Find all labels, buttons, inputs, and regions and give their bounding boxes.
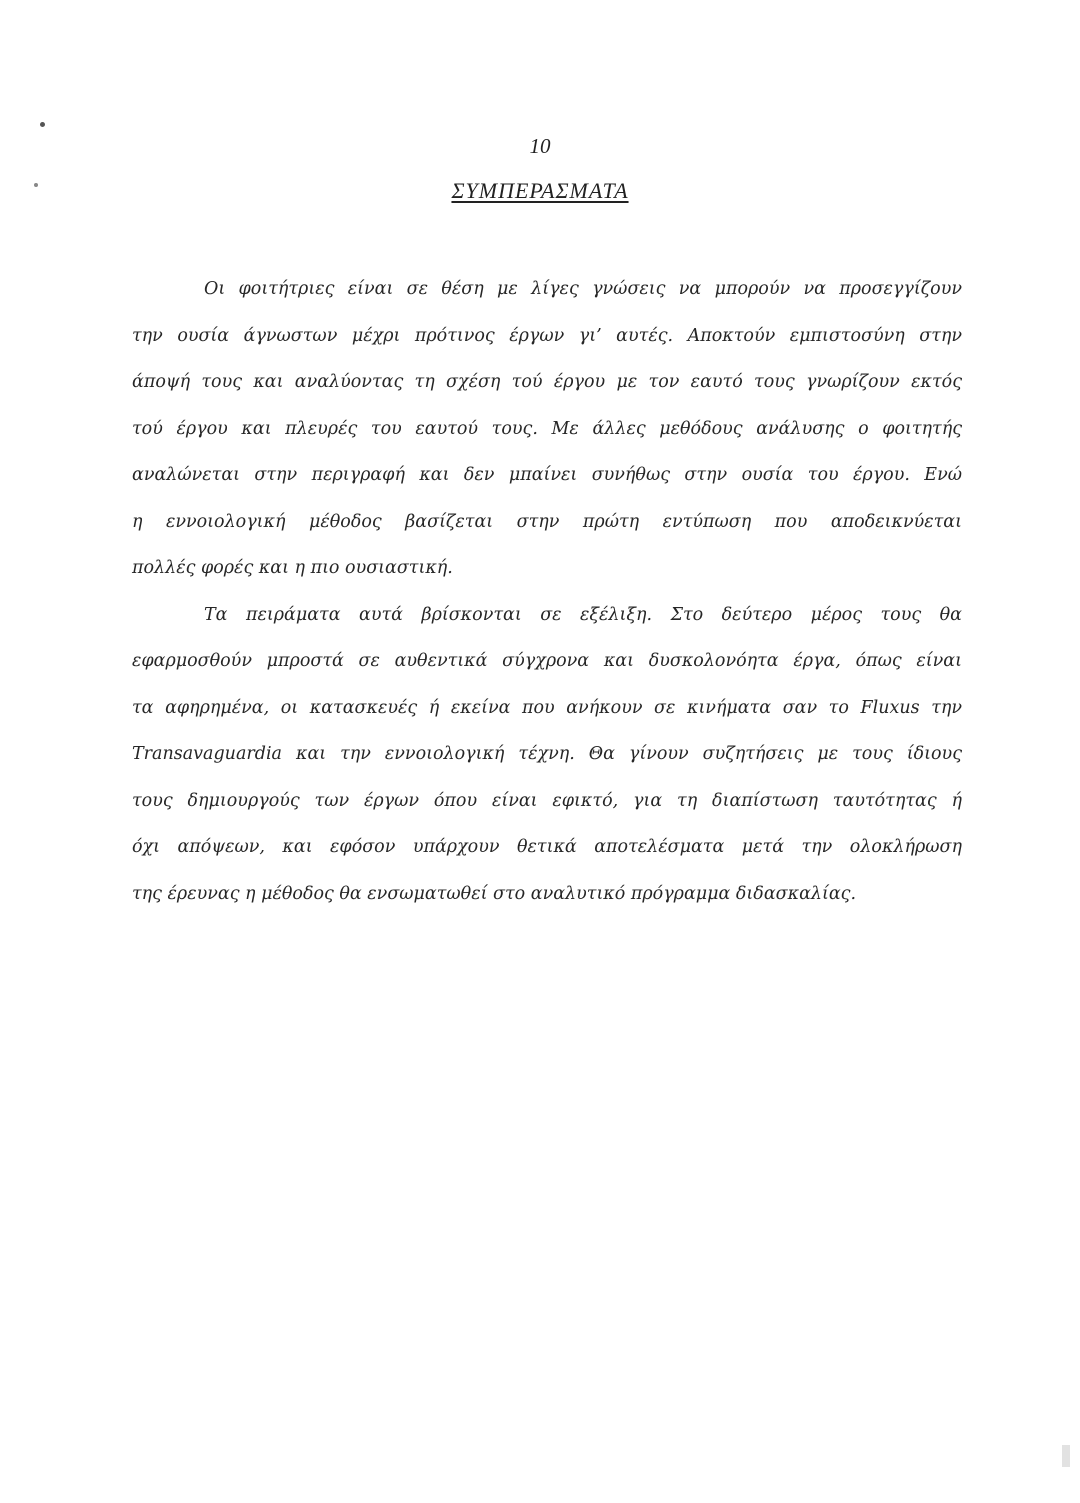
text-line: Οι φοιτήτριες είναι σε θέση με λίγες γνώσεις να μπορούν να προσεγγίζουν	[204, 279, 962, 299]
text-line: η εννοιολογική μέθοδος βασίζεται στην πρώτη εντύπωση που αποδεικνύεται	[132, 511, 962, 532]
text-line: Τα πειράματα αυτά βρίσκονται σε εξέλιξη. Στο δεύτερο μέρος τους θα	[204, 604, 962, 625]
section-title: ΣΥΜΠΕΡΑΣΜΑΤΑ	[451, 178, 629, 203]
text-line: πολλές φορές και η πιο ουσιαστική.	[132, 558, 453, 578]
scan-dot-mark	[40, 122, 45, 127]
text-line: αναλώνεται στην περιγραφή και δεν μπαίνει συνήθως στην ουσία του έργου. Ενώ	[132, 465, 962, 485]
text-line: της έρευνας η μέθοδος θα ενσωματωθεί στο αναλυτικό πρόγραμμα διδασκαλίας.	[132, 883, 857, 904]
text-line: Transavaguardia και την εννοιολογική τέχνη. Θα γίνουν συζητήσεις με τους ίδιους	[132, 744, 962, 764]
text-line: άποψή τους και αναλύοντας τη σχέση τού έργου με τον εαυτό τους γνωρίζουν εκτός	[132, 372, 962, 392]
text-line: εφαρμοσθούν μπροστά σε αυθεντικά σύγχρονα και δυσκολονόητα έργα, όπως είναι	[132, 651, 962, 671]
text-line: τους δημιουργούς των έργων όπου είναι εφικτό, για τη διαπίστωση ταυτότητας ή	[132, 790, 962, 811]
text-line: τού έργου και πλευρές του εαυτού τους. Με άλλες μεθόδους ανάλυσης ο φοιτητής	[132, 418, 962, 439]
text-line: την ουσία άγνωστων μέχρι πρότινος έργων γι’ αυτές. Αποκτούν εμπιστοσύνη στην	[132, 325, 962, 346]
text-line: τα αφηρημένα, οι κατασκευές ή εκείνα που ανήκουν σε κινήματα σαν το Fluxus την	[132, 697, 962, 718]
page-number: 10	[529, 134, 551, 158]
text-line: όχι απόψεων, και εφόσον υπάρχουν θετικά αποτελέσματα μετά την ολοκλήρωση	[132, 837, 962, 857]
body-text	[132, 266, 962, 917]
scan-edge-speck	[1062, 1445, 1070, 1467]
